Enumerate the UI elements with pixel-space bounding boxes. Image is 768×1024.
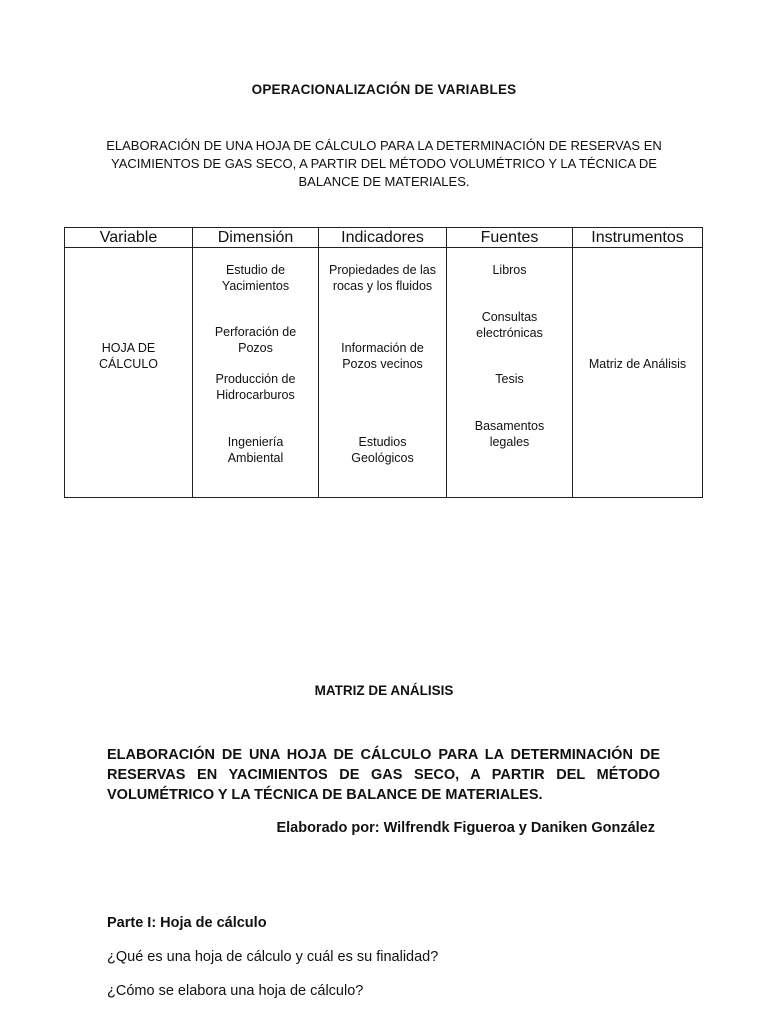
research-title (84, 137, 684, 191)
source-line: Libros (492, 263, 527, 277)
source-item (447, 371, 572, 387)
research-title-bold (107, 745, 660, 805)
research-title-line: RESERVAS EN YACIMIENTOS DE GAS SECO, A PARTIR DEL MÉTODO (107, 767, 660, 783)
instrument-item (573, 356, 702, 372)
variable-name (65, 340, 192, 372)
indicators-cell (319, 248, 447, 498)
indicator-item (319, 340, 446, 372)
research-title-line: VOLUMÉTRICO Y LA TÉCNICA DE BALANCE DE MATERIALES. (107, 787, 543, 803)
research-title-line: YACIMIENTOS DE GAS SECO, A PARTIR DEL MÉTODO VOLUMÉTRICO Y LA TÉCNICA DE (111, 156, 657, 171)
source-line: legales (489, 435, 530, 449)
instruments-cell (573, 248, 703, 498)
header-indicators: Indicadores (319, 228, 447, 248)
indicator-item (319, 262, 446, 294)
dimension-line: Pozos (238, 341, 273, 355)
header-dimension: Dimensión (193, 228, 319, 248)
section-title: MATRIZ DE ANÁLISIS (314, 683, 454, 698)
author-line: Elaborado por: Wilfrendk Figueroa y Daniken González (276, 820, 655, 836)
indicator-line: rocas y los fluidos (332, 279, 433, 293)
sources-cell (447, 248, 573, 498)
dimension-line: Ingeniería (227, 435, 284, 449)
research-title-line: BALANCE DE MATERIALES. (298, 174, 470, 189)
indicator-item (319, 434, 446, 466)
dimension-item (193, 371, 318, 403)
variable-cell (65, 248, 193, 498)
source-item (447, 262, 572, 278)
table-row (65, 248, 703, 498)
indicator-line: Pozos vecinos (342, 357, 423, 371)
indicator-line: Propiedades de las (328, 263, 437, 277)
dimension-cell (193, 248, 319, 498)
research-title-line: ELABORACIÓN DE UNA HOJA DE CÁLCULO PARA LA DETERMINACIÓN DE RESERVAS EN (106, 138, 662, 153)
source-item (447, 309, 572, 341)
source-line: electrónicas (476, 326, 543, 340)
instrument-line: Matriz de Análisis (588, 357, 687, 371)
part-heading: Parte I: Hoja de cálculo (107, 915, 267, 931)
research-title-line: ELABORACIÓN DE UNA HOJA DE CÁLCULO PARA LA DETERMINACIÓN DE (107, 747, 660, 763)
indicator-line: Información de (341, 341, 424, 355)
question-item: ¿Cómo se elabora una hoja de cálculo? (107, 983, 364, 999)
dimension-item (193, 262, 318, 294)
dimension-line: Perforación de (214, 325, 297, 339)
header-variable: Variable (65, 228, 193, 248)
indicator-line: Estudios (358, 435, 407, 449)
source-line: Tesis (495, 372, 524, 386)
source-line: Basamentos (474, 419, 545, 433)
operationalization-table (64, 227, 703, 498)
source-line: Consultas (481, 310, 538, 324)
question-item: ¿Qué es una hoja de cálculo y cuál es su finalidad? (107, 949, 439, 965)
variable-line: CÁLCULO (98, 357, 159, 371)
dimension-line: Yacimientos (221, 279, 290, 293)
dimension-line: Producción de (215, 372, 296, 386)
dimension-line: Ambiental (227, 451, 284, 465)
indicator-line: Geológicos (351, 451, 414, 465)
dimension-line: Estudio de (225, 263, 286, 277)
header-instruments: Instrumentos (573, 228, 703, 248)
dimension-line: Hidrocarburos (216, 388, 295, 402)
source-item (447, 418, 572, 450)
variable-line: HOJA DE (101, 341, 156, 355)
page-title: OPERACIONALIZACIÓN DE VARIABLES (251, 82, 517, 97)
dimension-item (193, 434, 318, 466)
header-sources: Fuentes (447, 228, 573, 248)
dimension-item (193, 324, 318, 356)
table-header-row (65, 228, 703, 248)
